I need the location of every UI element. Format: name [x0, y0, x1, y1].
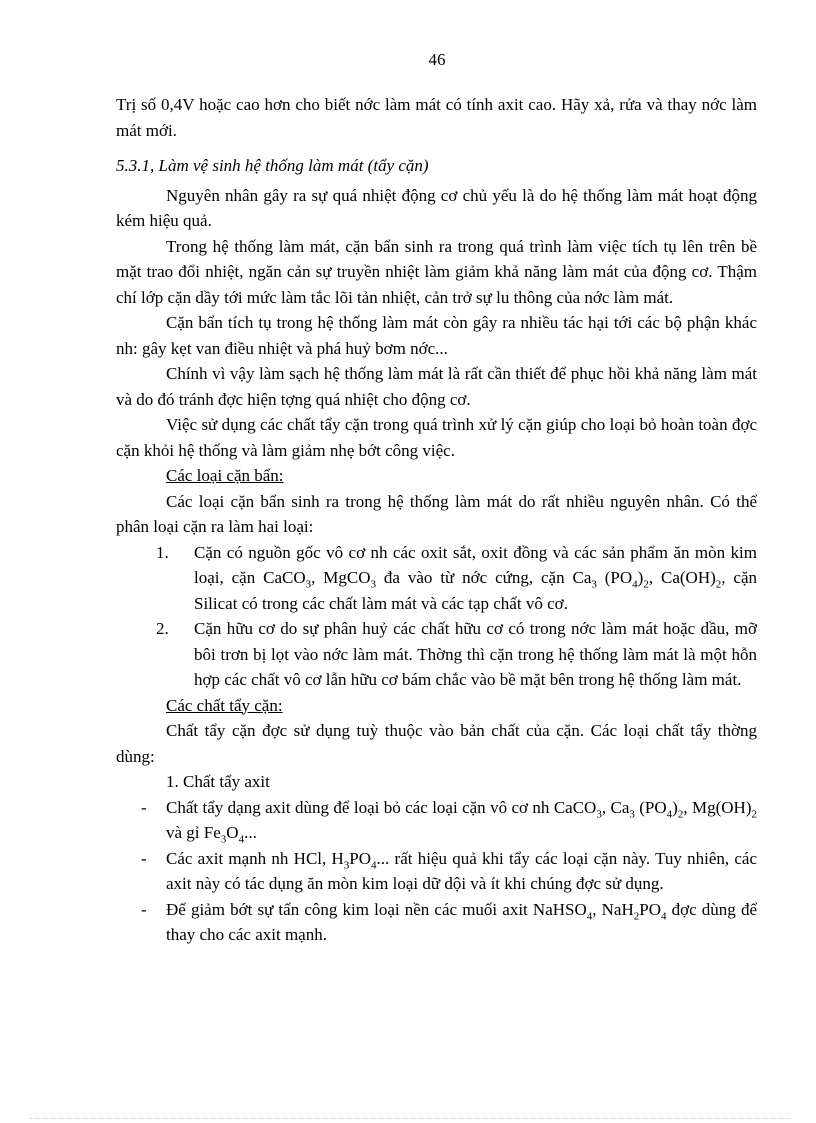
list-text: , NaH [592, 899, 634, 919]
subscript: 4 [586, 909, 593, 922]
list-text: Cặn hữu cơ do sự phân huỷ các chất hữu cơ có trong nớc làm mát hoặc dầu, mỡ bôi trơn bị lọt vào nớc làm mát. Thờng thì cặn trong hệ thống làm mát là một hỗn hợp các chất vô cơ lẫn hữu cơ bám chắc vào bề mặt bên trong hệ thống làm mát. [194, 619, 757, 689]
subscript: 2 [643, 578, 649, 591]
list-item [116, 897, 757, 948]
subscript: 4 [660, 909, 667, 922]
section-heading: 5.3.1, Làm vệ sinh hệ thống làm mát (tẩy cặn) [116, 156, 429, 175]
paragraph-7: Chất tẩy cặn đợc sử dụng tuỳ thuộc vào bản chất của cặn. Các loại chất tẩy thờng dùng: [116, 721, 757, 766]
list-text: O [226, 823, 239, 842]
list-text: đa vào từ nớc cứng, cặn Ca [376, 568, 592, 587]
list-marker: 2. [156, 619, 169, 638]
subscript: 4 [632, 578, 638, 591]
list-item [116, 795, 757, 846]
list-text: ) [672, 797, 678, 817]
list-text: ... [244, 823, 257, 842]
acid-cleaner-heading: 1. Chất tẩy axit [166, 772, 270, 791]
list-marker: 1. [156, 542, 169, 562]
intro-paragraph: Trị số 0,4V hoặc cao hơn cho biết nớc làm mát có tính axit cao. Hãy xả, rửa và thay nớc làm mát mới. [116, 95, 757, 140]
residue-type-list [116, 540, 757, 693]
list-text: , Mg(OH) [683, 797, 752, 817]
list-text: Chất tẩy dạng axit dùng để loại bỏ các loại cặn vô cơ nh CaCO [166, 797, 597, 817]
paragraph-4: Chính vì vậy làm sạch hệ thống làm mát là rất cần thiết để phục hồi khả năng làm mát và do đó tránh đợc hiện tợng quá nhiệt cho động cơ. [116, 364, 757, 409]
subscript: 3 [629, 807, 635, 820]
footer-divider [30, 1118, 790, 1119]
list-text: Các axit mạnh nh HCl, H [166, 848, 344, 868]
dash-marker: - [141, 899, 147, 919]
list-text: , MgCO [311, 568, 371, 587]
list-text: , Ca(OH) [648, 568, 716, 587]
list-item [116, 540, 757, 617]
paragraph-5: Việc sử dụng các chất tẩy cặn trong quá trình xử lý cặn giúp cho loại bỏ hoàn toàn đợc cặn khỏi hệ thống và làm giảm nhẹ bớt công việc. [116, 415, 757, 460]
list-text: PO [639, 899, 661, 919]
subscript: 4 [238, 833, 245, 846]
list-text: ... rất hiệu quả khi tẩy các loại cặn này. Tuy nhiên, các axit này có tác dụng ăn mòn kim loại dữ dội và ít khi chúng đợc sử dụng. [166, 848, 758, 893]
paragraph-3: Cặn bẩn tích tụ trong hệ thống làm mát còn gây ra nhiều tác hại tới các bộ phận khác nh: gây kẹt van điều nhiệt và phá huỷ bơm nớc... [116, 313, 757, 358]
subscript: 2 [677, 807, 684, 820]
list-item [116, 846, 757, 897]
list-text: Để giảm bớt sự tấn công kim loại nền các muối axit NaHSO [166, 899, 587, 919]
subscript: 3 [591, 578, 597, 591]
list-text: đợc dùng để thay cho các axit mạnh. [166, 899, 757, 944]
list-text: , Ca [601, 797, 630, 817]
subheading-residue-types: Các loại cặn bẩn: [166, 466, 284, 485]
list-text: (PO [634, 797, 667, 817]
dash-marker: - [141, 848, 147, 868]
subscript: 3 [343, 858, 350, 871]
dash-marker: - [141, 797, 147, 817]
list-text: , cặn Silicat có trong các chất làm mát và các tạp chất vô cơ. [194, 568, 758, 613]
subheading-cleaners: Các chất tẩy cặn: [166, 695, 283, 715]
subscript: 2 [751, 807, 757, 820]
list-text: (PO [596, 568, 633, 587]
paragraph-6: Các loại cặn bẩn sinh ra trong hệ thống làm mát do rất nhiều nguyên nhân. Có thể phân loại cặn ra làm hai loại: [116, 491, 757, 536]
acid-cleaner-list [116, 795, 757, 948]
list-text: Cặn có nguồn gốc vô cơ nh các oxit sắt, oxit đồng và các sản phẩm ăn mòn kim loại, cặn CaCO [194, 542, 757, 587]
list-text: và gỉ Fe [166, 823, 221, 842]
list-text: ) [637, 568, 644, 587]
subscript: 2 [715, 578, 722, 591]
list-item [116, 616, 757, 693]
subscript: 3 [596, 807, 602, 820]
subscript: 2 [633, 909, 640, 922]
subscript: 3 [220, 833, 227, 846]
paragraph-1: Nguyên nhân gây ra sự quá nhiệt động cơ chủ yếu là do hệ thống làm mát hoạt động kém hiệu quả. [116, 185, 757, 230]
subscript: 4 [666, 807, 673, 820]
page-number: 46 [428, 50, 446, 69]
page-content [116, 92, 757, 948]
subscript: 3 [370, 578, 377, 591]
paragraph-2: Trong hệ thống làm mát, cặn bẩn sinh ra trong quá trình làm việc tích tụ lên trên bề mặt trao đổi nhiệt, ngăn cản sự truyền nhiệt làm giảm khả năng làm mát của động cơ. Thậm chí lớp cặn dầy tới mức làm tắc lõi tản nhiệt, cản trở sự lu thông của nớc làm mát. [116, 236, 757, 307]
list-text: PO [349, 848, 372, 868]
subscript: 4 [371, 858, 377, 871]
subscript: 3 [305, 578, 312, 591]
